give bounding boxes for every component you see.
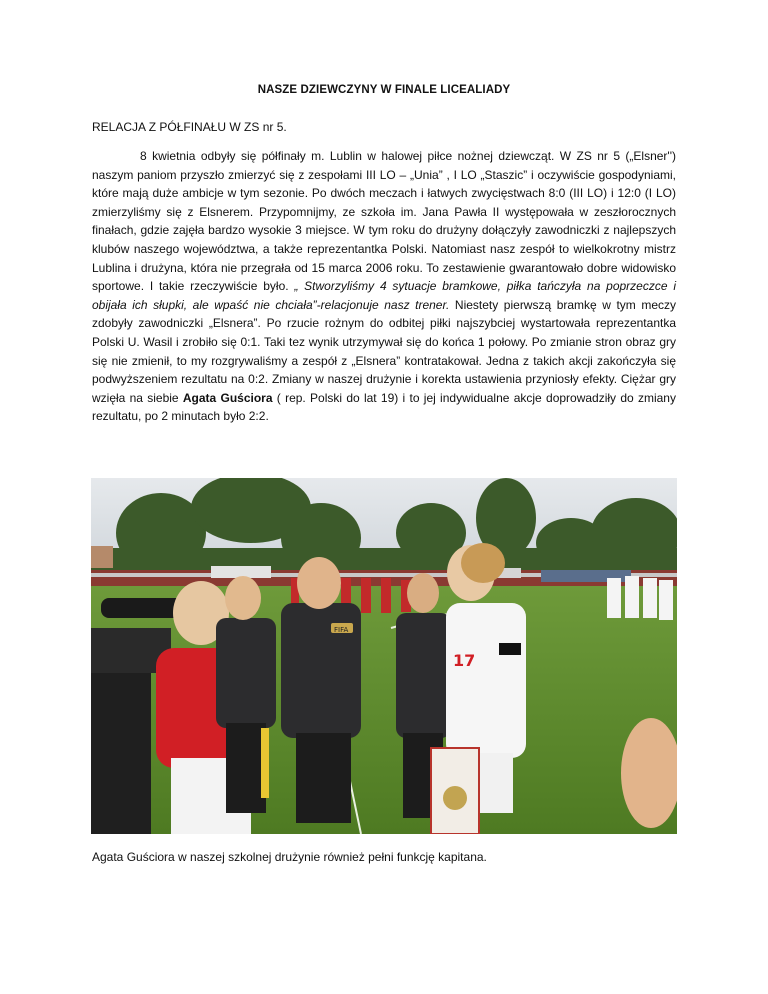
coach-quote: „ Stworzyliśmy 4 sytuacje bramkowe, piłka tańczyła na poprzeczce i obijała ich słupki, ale wpaść nie chciała”-relacjonuje nasz trener. (92, 279, 676, 312)
article-body (92, 147, 676, 426)
photo-caption: Agata Guściora w naszej szkolnej drużynie również pełni funkcję kapitana. (92, 850, 487, 864)
player-name-highlight: Agata Guściora (182, 390, 273, 405)
fifa-badge-text: FIFA (334, 626, 349, 634)
document-title: NASZE DZIEWCZYNY W FINALE LICEALIADY (257, 84, 511, 96)
article-paragraph (92, 147, 676, 426)
document-subtitle: RELACJA Z PÓŁFINAŁU W ZS nr 5. (92, 120, 287, 134)
paragraph-part-1: 8 kwietnia odbyły się półfinały m. Lublin w halowej piłce nożnej dziewcząt. W ZS nr 5 („Elsner'') naszym paniom przyszło zmierzyć się z zespołami III LO – „Unia” , I LO „Staszic” i oczywiście gospodyniami, które mają duże ambicje w tym sezonie. Po dwóch meczach i łatwych zwycięstwach 8:0 (III LO) i 12:0 (I LO) zmierzyliśmy się z Elsnerem. Przypomnijmy, ze szkoła im. Jana Pawła II występowała w zeszłorocznych finałach, gdzie zajęła bardzo wysokie 3 miejsce. W tym roku do drużyny dołączyły zawodniczki z najlepszych klubów naszego województwa, a także reprezentantka Polski. Natomiast nasz zespół to wielkokrotny mistrz Lublina i drużyna, która nie przegrała od 15 marca 2006 roku. To zestawienie gwarantowało dobre widowisko sportowe. I takie rzeczywiście było. (92, 149, 676, 294)
paragraph-part-3: ( rep. Polski do lat 19) i to jej indywidualne akcje doprowadziły do zmiany rezultatu, po 2 minutach było 2:2. (92, 390, 676, 424)
jersey-number: 17 (453, 651, 476, 670)
match-photo (91, 478, 677, 834)
paragraph-part-2: Niestety pierwszą bramkę w tym meczy zdobyły zawodniczki „Elsnera”. Po rzucie rożnym do odbitej piłki najszybciej wystartowała reprezentantka Polski U. Wasil i zrobiło się 0:1. Taki tez wynik utrzymywał się do końca 1 połowy. Po zmianie stron obraz gry się nie zmienił, to my rozgrywaliśmy a zespół z „Elsnera” kontratakował. Jedna z takich akcji zakończyła się podwyższeniem rezultatu na 0:2. Zmiany w naszej drużynie i korekta ustawienia przyniosły efekty. Ciężar gry wzięła na siebie (92, 297, 676, 405)
